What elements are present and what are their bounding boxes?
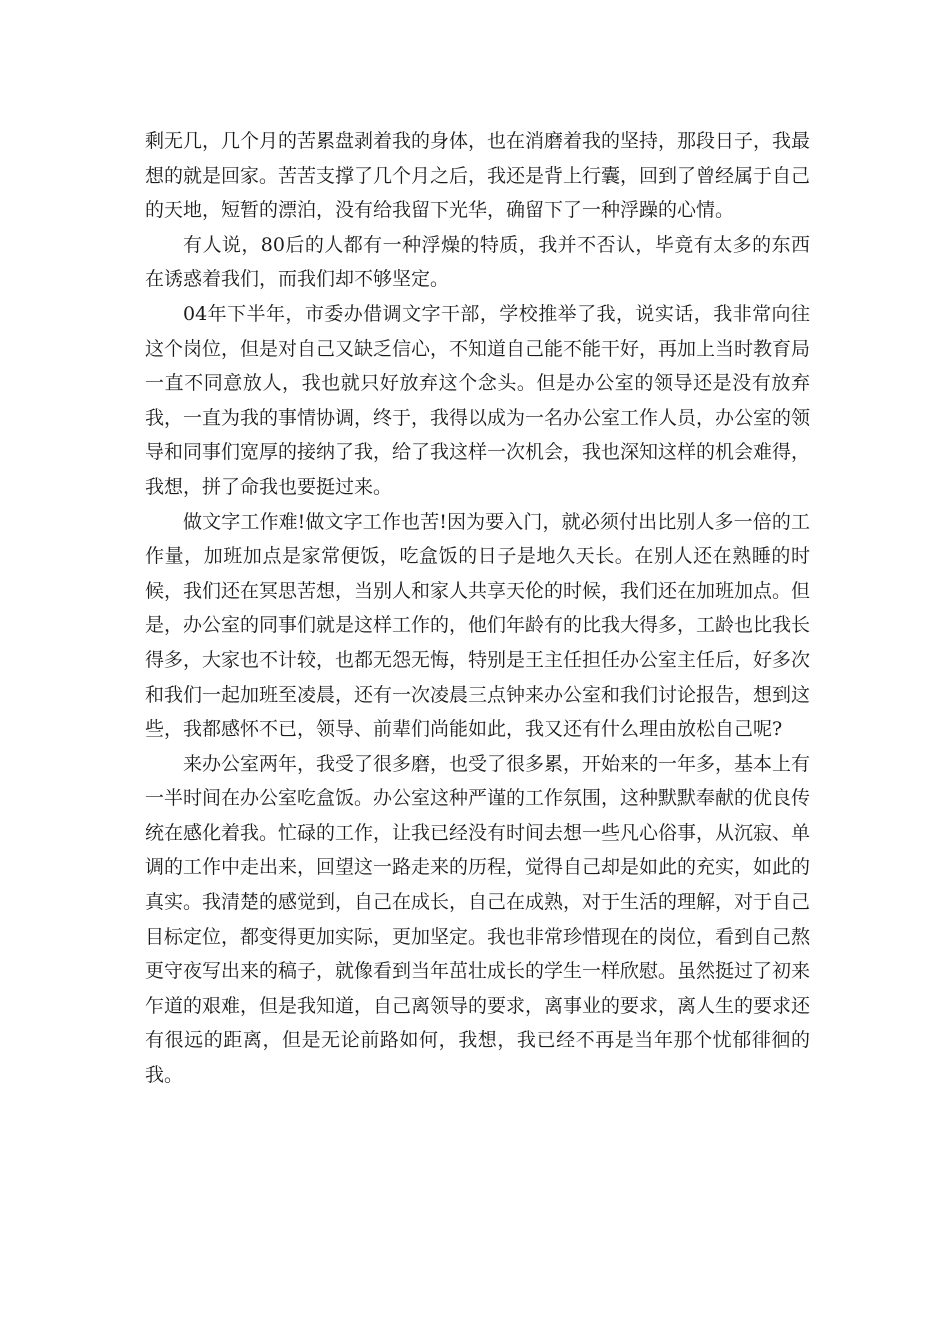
paragraph-1: 剩无几，几个月的苦累盘剥着我的身体，也在消磨着我的坚持，那段日子，我最想的就是回家。苦苦支撑了几个月之后，我还是背上行囊，回到了曾经属于自己的天地，短暂的漂泊，没有给我留下光华，确留下了一种浮躁的心情。 <box>145 130 811 222</box>
paragraph-3: 04年下半年，市委办借调文字干部，学校推举了我，说实话，我非常向往这个岗位，但是对自己又缺乏信心，不知道自己能不能干好，再加上当时教育局一直不同意放人，我也就只好放弃这个念头。但是办公室的领导还是没有放弃我，一直为我的事情协调，终于，我得以成为一名办公室工作人员，办公室的领导和同事们宽厚的接纳了我，给了我这样一次机会，我也深知这样的机会难得，我想，拼了命我也要挺过来。 <box>145 302 811 498</box>
paragraph-5: 来办公室两年，我受了很多磨，也受了很多累，开始来的一年多，基本上有一半时间在办公室吃盒饭。办公室这种严谨的工作氛围，这种默默奉献的优良传统在感化着我。忙碌的工作，让我已经没有时间去想一些凡心俗事，从沉寂、单调的工作中走出来，回望这一路走来的历程，觉得自己却是如此的充实，如此的真实。我清楚的感觉到，自己在成长，自己在成熟，对于生活的理解，对于自己目标定位，都变得更加实际，更加坚定。我也非常珍惜现在的岗位，看到自己熬更守夜写出来的稿子，就像看到当年茁壮成长的学生一样欣慰。虽然挺过了初来乍道的艰难，但是我知道，自己离领导的要求，离事业的要求，离人生的要求还有很远的距离，但是无论前路如何，我想，我已经不再是当年那个忧郁徘徊的我。 <box>145 752 811 1087</box>
document-body <box>145 124 810 1093</box>
paragraph-2: 有人说，80后的人都有一种浮燥的特质，我并不否认，毕竟有太多的东西在诱惑着我们，而我们却不够坚定。 <box>145 233 810 291</box>
paragraph-4: 做文字工作难!做文字工作也苦!因为要入门，就必须付出比别人多一倍的工作量，加班加点是家常便饭，吃盒饭的日子是地久天长。在别人还在熟睡的时候，我们还在冥思苦想，当别人和家人共享天伦的时候，我们还在加班加点。但是，办公室的同事们就是这样工作的，他们年龄有的比我大得多，工龄也比我长得多，大家也不计较，也都无怨无悔，特别是王主任担任办公室主任后，好多次和我们一起加班至凌晨，还有一次凌晨三点钟来办公室和我们讨论报告，想到这些，我都感怀不已，领导、前辈们尚能如此，我又还有什么理由放松自己呢? <box>145 510 811 741</box>
